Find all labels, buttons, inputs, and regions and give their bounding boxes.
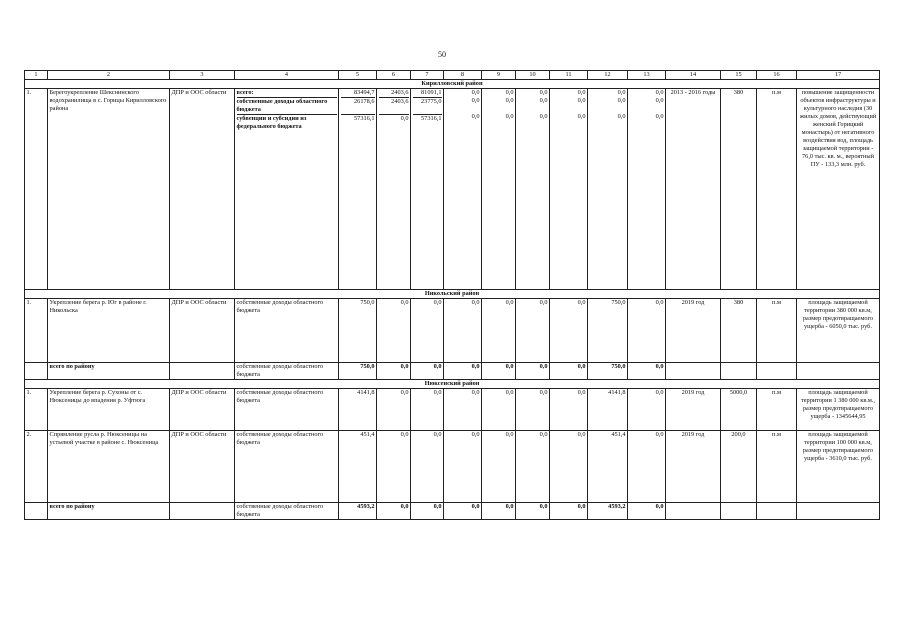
value-cell: 0,0: [377, 389, 411, 431]
funding-source: собственные доходы областного бюджета: [235, 299, 339, 363]
funding-source: [235, 89, 339, 290]
value-cell: 0,0 0,0 0,0: [516, 89, 550, 290]
unit: п.м: [757, 299, 797, 363]
value-cell: 451,4: [588, 431, 628, 503]
value-cell: 750,0: [588, 363, 628, 380]
value-cell: 0,0: [411, 299, 444, 363]
value-cell: 0,0: [628, 299, 666, 363]
value-cell: 0,0: [628, 431, 666, 503]
unit: п.м: [757, 89, 797, 290]
row-number: 2.: [25, 431, 48, 503]
unit: п.м: [757, 431, 797, 503]
value-cell: 0,0: [550, 299, 588, 363]
col-num: 6: [377, 71, 411, 80]
col-num: 12: [588, 71, 628, 80]
executor: ДПР и ООС области: [170, 89, 235, 290]
value-cell: 0,0: [516, 389, 550, 431]
value-cell: 0,0: [482, 389, 516, 431]
col-num: 8: [444, 71, 482, 80]
quantity: 380: [721, 89, 757, 290]
expected-result: площадь защищаемой территории 380 000 кв.м, размер предотвращаемого ущерба - 6050,0 тыс. руб.: [797, 299, 880, 363]
col-num: 10: [516, 71, 550, 80]
funding-source: собственные доходы областного бюджета: [235, 431, 339, 503]
implementation-years: 2019 год: [666, 299, 721, 363]
quantity: 380: [721, 299, 757, 363]
value-cell: 0,0 0,0 0,0: [550, 89, 588, 290]
section-title: Кирилловский район: [25, 80, 880, 89]
funding-total-label: всего:: [237, 89, 337, 98]
funding-source: собственные доходы областного бюджета: [235, 503, 339, 520]
value-cell: 0,0: [482, 503, 516, 520]
section-row: [25, 80, 880, 89]
executor: ДПР и ООС области: [170, 431, 235, 503]
table-row: [25, 389, 880, 431]
row-number: 1.: [25, 89, 48, 290]
project-name: Берегоукрепление Шекснинского водохранилища в с. Горицы Кирилловского района: [48, 89, 170, 290]
value-cell: 0,0: [482, 363, 516, 380]
col-num: 14: [666, 71, 721, 80]
value-cell: 0,0: [628, 503, 666, 520]
value-cell: 0,0: [550, 363, 588, 380]
table-row: [25, 299, 880, 363]
value-cell: 0,0: [516, 299, 550, 363]
expected-result: площадь защищаемой территории 1 380 000 кв.м., размер предотвращаемого ущерба - 1345644,95: [797, 389, 880, 431]
district-total-row: [25, 363, 880, 380]
table-row: [25, 431, 880, 503]
value-cell: 0,0: [516, 431, 550, 503]
value-cell: 0,0 0,0 0,0: [588, 89, 628, 290]
district-total-label: всего по району: [48, 363, 170, 380]
budget-table: [24, 70, 880, 520]
column-number-row: [25, 71, 880, 80]
value-cell: 0,0: [444, 389, 482, 431]
value-cell: 750,0: [588, 299, 628, 363]
value-cell: 0,0: [377, 299, 411, 363]
project-name: Укрепление берега р. Сухоны от с. Нюксеницы до впадения р. Уфтюга: [48, 389, 170, 431]
col-num: 9: [482, 71, 516, 80]
row-number: 1.: [25, 389, 48, 431]
col-num: 5: [339, 71, 377, 80]
section-row: [25, 380, 880, 389]
value-cell: 0,0: [482, 431, 516, 503]
col-num: 15: [721, 71, 757, 80]
value-cell: 0,0 0,0 0,0: [628, 89, 666, 290]
value-cell: 0,0: [411, 431, 444, 503]
expected-result: повышение защищенности объектов инфраструктуры и культурного наследия (30 жилых домов, действующий женский Горицкий монастырь) от негативного воздействия вод, площадь защищаемой территории - 76,0 тыс. кв. м., вероятный ПУ - 133,3 млн. руб.: [797, 89, 880, 290]
implementation-years: 2019 год: [666, 389, 721, 431]
value-cell: 0,0: [444, 431, 482, 503]
value-cell: 0,0: [550, 389, 588, 431]
funding-federal-label: субвенции и субсидии из федерального бюджета: [236, 115, 307, 130]
value-cell: 0,0: [411, 503, 444, 520]
col-num: 11: [550, 71, 588, 80]
value-cell: 0,0: [377, 503, 411, 520]
value-cell: 0,0: [377, 431, 411, 503]
value-cell: 750,0: [339, 363, 377, 380]
value-cell: 0,0: [411, 389, 444, 431]
value-cell: 0,0: [444, 363, 482, 380]
value-cell: 83494,7 26178,6 57316,1: [339, 89, 377, 290]
value-cell: 4593,2: [339, 503, 377, 520]
value-cell: 0,0: [444, 299, 482, 363]
value-cell: 2403,6 2403,6 0,0: [377, 89, 411, 290]
district-total-row: [25, 503, 880, 520]
value-cell: 0,0: [516, 503, 550, 520]
value-cell: 0,0: [628, 389, 666, 431]
project-name: Укрепление берега р. Юг в районе г. Никольска: [48, 299, 170, 363]
executor: ДПР и ООС области: [170, 299, 235, 363]
col-num: 16: [757, 71, 797, 80]
implementation-years: 2013 - 2016 годы: [666, 89, 721, 290]
col-num: 13: [628, 71, 666, 80]
value-cell: 0,0: [411, 363, 444, 380]
value-cell: 0,0: [628, 363, 666, 380]
value-cell: 0,0 0,0 0,0: [482, 89, 516, 290]
value-cell: 81091,1 23775,0 57316,1: [411, 89, 444, 290]
value-cell: 4141,8: [588, 389, 628, 431]
executor: ДПР и ООС области: [170, 389, 235, 431]
expected-result: площадь защищаемой территории 100 000 кв.м, размер предотвращаемого ущерба - 3610,0 тыс. руб.: [797, 431, 880, 503]
page-number: 50: [438, 50, 446, 59]
col-num: 7: [411, 71, 444, 80]
implementation-years: 2019 год: [666, 431, 721, 503]
district-total-label: всего по району: [48, 503, 170, 520]
funding-source: собственные доходы областного бюджета: [235, 363, 339, 380]
table-row: [25, 89, 880, 290]
col-num: 1: [25, 71, 48, 80]
quantity: 5000,0: [721, 389, 757, 431]
col-num: 2: [48, 71, 170, 80]
funding-source: собственные доходы областного бюджета: [235, 389, 339, 431]
col-num: 3: [170, 71, 235, 80]
value-cell: 0,0 0,0 0,0: [444, 89, 482, 290]
value-cell: 4141,8: [339, 389, 377, 431]
row-number: 1.: [25, 299, 48, 363]
value-cell: 0,0: [550, 431, 588, 503]
value-cell: 0,0: [444, 503, 482, 520]
col-num: 4: [235, 71, 339, 80]
quantity: 200,0: [721, 431, 757, 503]
value-cell: 451,4: [339, 431, 377, 503]
value-cell: 750,0: [339, 299, 377, 363]
value-cell: 0,0: [377, 363, 411, 380]
section-title: Нюксенский район: [25, 380, 880, 389]
value-cell: 0,0: [516, 363, 550, 380]
unit: п.м: [757, 389, 797, 431]
col-num: 17: [797, 71, 880, 80]
value-cell: 0,0: [550, 503, 588, 520]
section-title: Никольский район: [25, 290, 880, 299]
project-name: Спрямление русла р. Нюксеницы на устьевой участке в районе с. Нюксеница: [48, 431, 170, 503]
funding-own-label: собственные доходы областного бюджета: [237, 98, 337, 115]
section-row: [25, 290, 880, 299]
value-cell: 4593,2: [588, 503, 628, 520]
value-cell: 0,0: [482, 299, 516, 363]
